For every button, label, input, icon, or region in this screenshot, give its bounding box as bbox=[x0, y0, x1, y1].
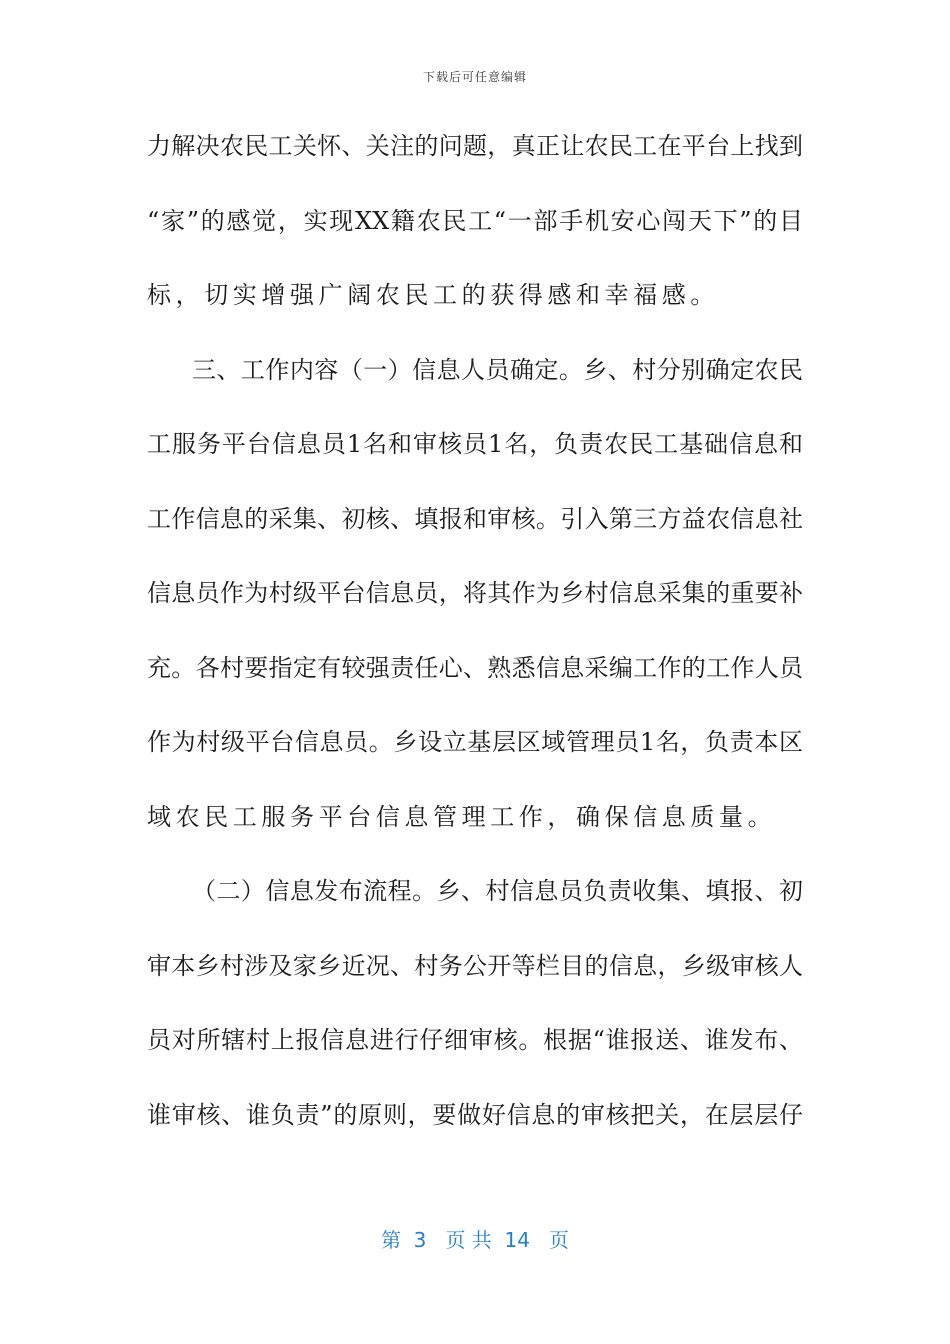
text-line: “家”的感觉，实现XX籍农民工“一部手机安心闯天下”的目 bbox=[147, 206, 803, 235]
text-line: 三、工作内容（一）信息人员确定。乡、村分别确定农民 bbox=[192, 355, 803, 384]
text-line: 审本乡村涉及家乡近况、村务公开等栏目的信息，乡级审核人 bbox=[147, 951, 803, 980]
text-line: 域农民工服务平台信息管理工作，确保信息质量。 bbox=[147, 802, 777, 831]
text-line: 谁审核、谁负责”的原则，要做好信息的审核把关，在层层仔 bbox=[147, 1100, 803, 1129]
text-line: 标，切实增强广阔农民工的获得感和幸福感。 bbox=[147, 281, 719, 309]
page-number: 第 3 页 共 14 页 bbox=[380, 1228, 570, 1252]
document-body bbox=[147, 124, 803, 1167]
text-line: （二）信息发布流程。乡、村信息员负责收集、填报、初 bbox=[192, 877, 803, 905]
text-line: 力解决农民工关怀、关注的问题，真正让农民工在平台上找到 bbox=[147, 132, 803, 160]
text-line: 工作信息的采集、初核、填报和审核。引入第三方益农信息社 bbox=[147, 504, 803, 533]
text-line: 信息员作为村级平台信息员，将其作为乡村信息采集的重要补 bbox=[147, 579, 803, 607]
text-line: 充。各村要指定有较强责任心、熟悉信息采编工作的工作人员 bbox=[147, 653, 803, 682]
text-line: 工服务平台信息员1名和审核员1名，负责农民工基础信息和 bbox=[147, 430, 803, 458]
text-line: 作为村级平台信息员。乡设立基层区域管理员1名，负责本区 bbox=[147, 728, 803, 756]
text-line: 员对所辖村上报信息进行仔细审核。根据“谁报送、谁发布、 bbox=[147, 1026, 803, 1054]
header-note: 下载后可任意编辑 bbox=[422, 70, 527, 84]
